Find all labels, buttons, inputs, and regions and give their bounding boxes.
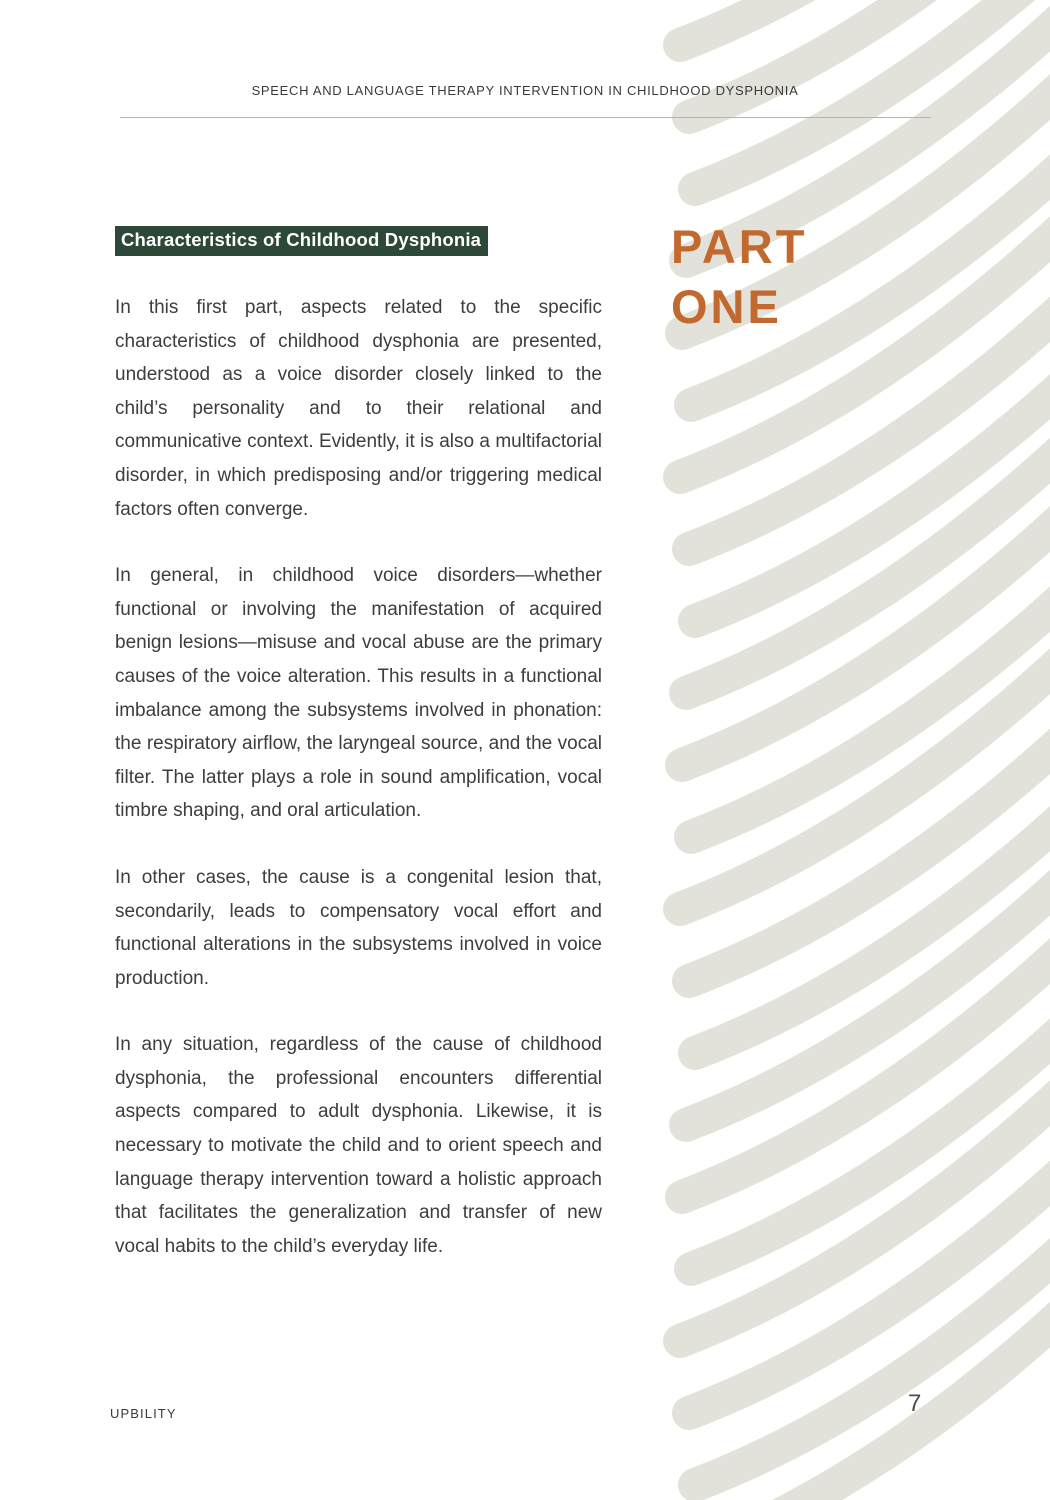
part-label-line1: PART [671,220,808,273]
body-paragraph: In other cases, the cause is a congenital lesion that, secondarily, leads to compensatory vocal effort and functional alterations in the subsystems involved in voice production. [115,866,602,989]
header-divider [120,117,931,118]
footer-brand: UPBILITY [110,1406,177,1421]
body-text-column [115,291,602,1296]
section-heading: Characteristics of Childhood Dysphonia [115,226,488,256]
running-header-title: SPEECH AND LANGUAGE THERAPY INTERVENTION IN CHILDHOOD DYSPHONIA [251,83,799,98]
part-label-line2: ONE [671,280,782,333]
body-paragraph: In any situation, regardless of the cause of childhood dysphonia, the professional encounters differential aspects compared to adult dysphonia. Likewise, it is necessary to motivate the child and to orient speech and language therapy intervention toward a holistic approach that facilitates the generalization and transfer of new vocal habits to the child’s everyday life. [115,1034,602,1257]
body-paragraph: In this first part, aspects related to the specific characteristics of childhood dysphonia are presented, understood as a voice disorder closely linked to the child’s personality and to their relational and communicative context. Evidently, it is also a multifactorial disorder, in which predisposing and/or triggering medical factors often converge. [115,297,602,520]
part-label [671,217,807,337]
body-paragraph: In general, in childhood voice disorders—whether functional or involving the manifestation of acquired benign lesions—misuse and vocal abuse are the primary causes of the voice alteration. This results in a functional imbalance among the subsystems involved in phonation: the respiratory airflow, the laryngeal source, and the vocal filter. The latter plays a role in sound amplification, vocal timbre shaping, and oral articulation. [115,565,602,822]
page-number: 7 [908,1390,922,1417]
